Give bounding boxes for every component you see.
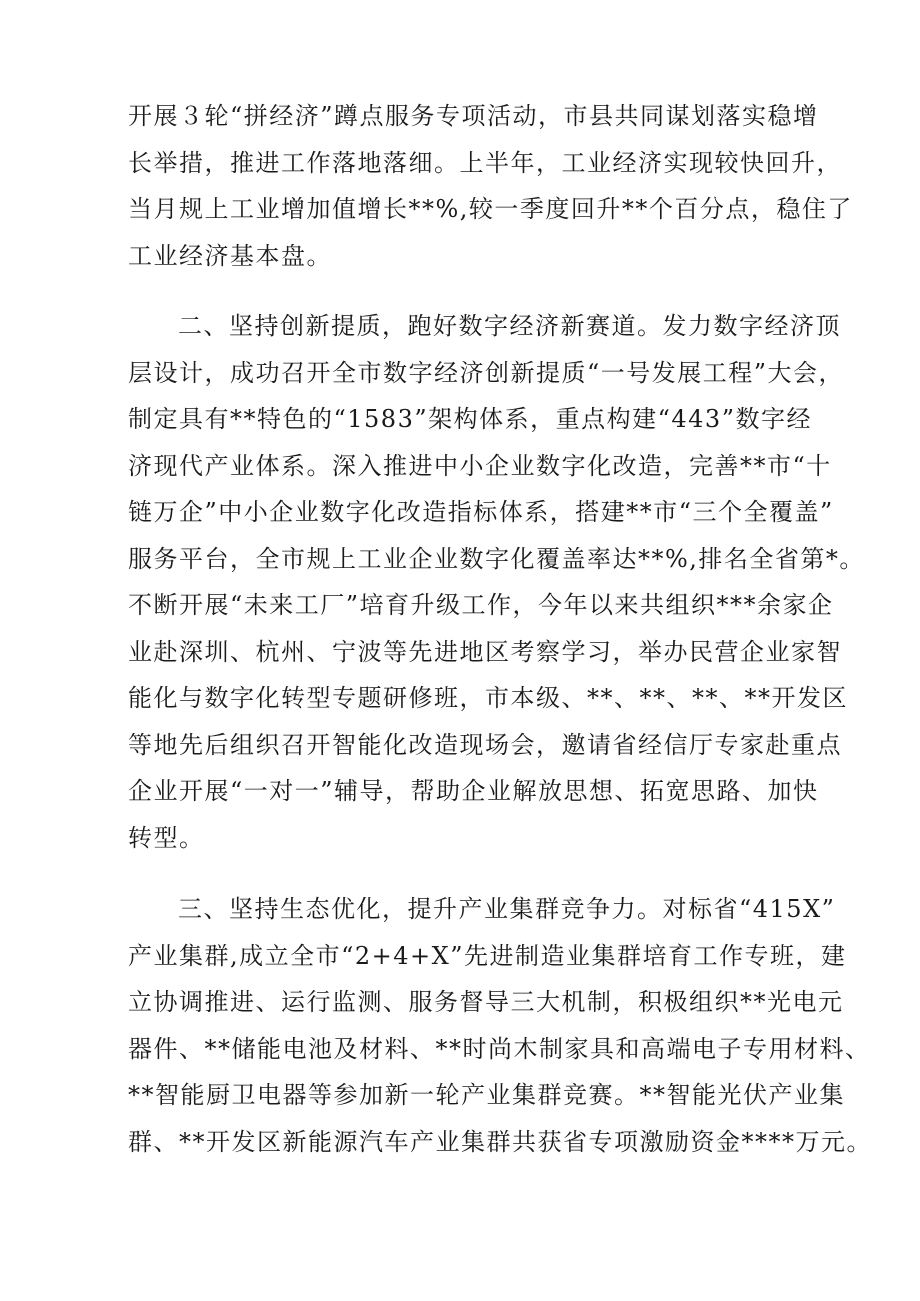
text-line: 工业经济基本盘。 [128,241,332,270]
text-line: 当月规上工业增加值增长**%,较一季度回升**个百分点，稳住了 [128,195,853,223]
text-line: 产业集群,成立全市“2+4+X”先进制造业集群培育工作专班，建 [128,941,847,970]
text-line: 群、**开发区新能源汽车产业集群共获省专项激励资金****万元。 [128,1127,872,1156]
text-line: 济现代产业体系。深入推进中小企业数字化改造，完善**市“十 [128,451,832,480]
text-line: 等地先后组织召开智能化改造现场会，邀请省经信厅专家赴重点 [128,730,842,759]
text-line: 三、坚持生态优化，提升产业集群竞争力。对标省“415X” [178,895,836,923]
text-line: 长举措，推进工作落地落细。上半年，工业经济实现较快回升， [128,148,842,177]
paragraph-continuation [128,93,853,279]
text-line: 链万企”中小企业数字化改造指标体系，搭建**市“三个全覆盖” [128,498,834,526]
paragraph-digital-economy [128,303,865,861]
paragraph-industrial-clusters [128,886,872,1165]
text-line: 开展３轮“拼经济”蹲点服务专项活动，市县共同谋划落实稳增 [128,102,819,130]
text-line: 服务平台，全市规上工业企业数字化覆盖率达**%,排名全省第*。 [128,544,865,573]
text-line: 能化与数字化转型专题研修班，市本级、**、**、**、**开发区 [128,684,848,712]
text-line: 制定具有**特色的“1583”架构体系，重点构建“443”数字经 [128,405,812,433]
text-line: **智能厨卫电器等参加新一轮产业集群竞赛。**智能光伏产业集 [128,1081,845,1109]
text-line: 器件、**储能电池及材料、**时尚木制家具和高端电子专用材料、 [128,1034,871,1063]
text-line: 转型。 [128,823,205,852]
text-line: 企业开展“一对一”辅导，帮助企业解放思想、拓宽思路、加快 [128,777,819,805]
text-line: 立协调推进、运行监测、服务督导三大机制，积极组织**光电元 [128,988,844,1016]
text-line: 层设计，成功召开全市数字经济创新提质“一号发展工程”大会， [128,358,845,387]
text-line: 业赴深圳、杭州、宁波等先进地区考察学习，举办民营企业家智 [128,637,842,666]
text-line: 二、坚持创新提质，跑好数字经济新赛道。发力数字经济顶 [178,312,841,340]
text-line: 不断开展“未来工厂”培育升级工作，今年以来共组织***余家企 [128,591,834,619]
